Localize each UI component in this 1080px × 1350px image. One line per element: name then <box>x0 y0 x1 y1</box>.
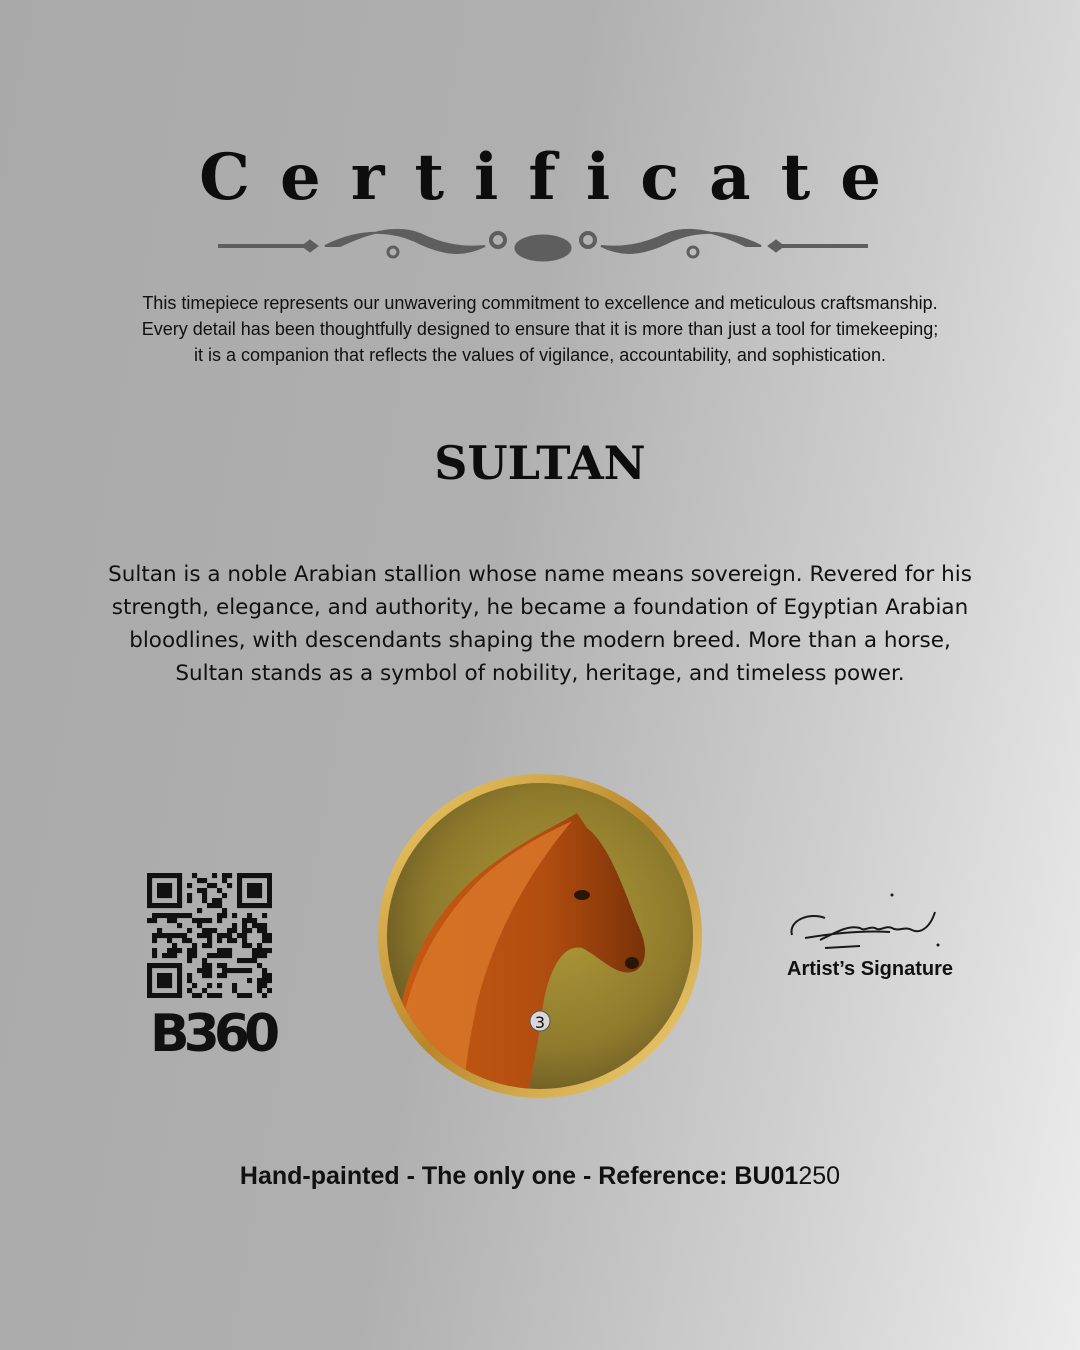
reference-footer <box>0 1162 1080 1191</box>
artist-signature <box>780 890 950 960</box>
horse-name: SULTAN <box>434 436 646 490</box>
medal-number: 3 <box>534 1013 546 1032</box>
qr-code[interactable] <box>147 873 272 998</box>
reference-number: 250 <box>798 1162 841 1190</box>
intro-text <box>100 290 980 368</box>
ornament-divider-icon <box>215 226 871 266</box>
intro-line: This timepiece represents our unwavering commitment to excellence and meticulous craftsmanship. <box>142 293 938 313</box>
horse-story: Sultan is a noble Arabian stallion whose name means sovereign. Revered for his strength, elegance, and authority, he became a foundation of Egyptian Arabian bloodlines, with descendants shaping the modern breed. More than a horse, Sultan stands as a symbol of nobility, heritage, and timeless power. <box>108 562 972 686</box>
horse-painting-medallion <box>377 773 703 1099</box>
certificate-title: Certificate <box>199 140 911 215</box>
intro-line: it is a companion that reflects the values of vigilance, accountability, and sophistication. <box>193 345 887 365</box>
reference-bold: Hand-painted - The only one - Reference: BU01 <box>239 1162 799 1190</box>
signature-label: Artist’s Signature <box>787 958 953 980</box>
intro-line: Every detail has been thoughtfully designed to ensure that it is more than just a tool for timekeeping; <box>141 319 939 339</box>
brand-logo: B360 <box>150 1004 275 1064</box>
